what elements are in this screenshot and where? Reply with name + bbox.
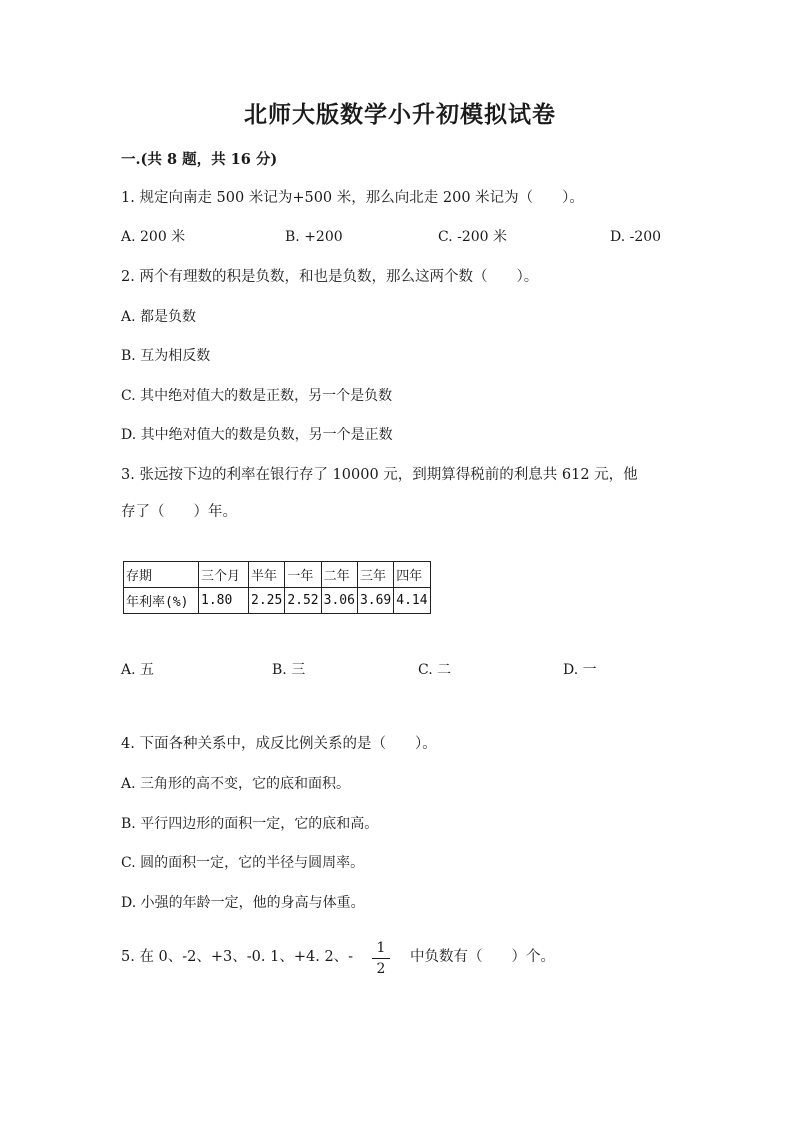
table-cell: 2.25: [249, 588, 285, 614]
table-row: [124, 588, 431, 614]
question-5-stem-before: 5. 在 0、-2、+3、-0. 1、+4. 2、-: [121, 949, 354, 965]
table-cell: 存期: [124, 562, 199, 588]
question-2-option-d: D. 其中绝对值大的数是负数，另一个是正数: [121, 427, 393, 443]
table-cell: 四年: [394, 562, 430, 588]
table-cell: 三年: [357, 562, 393, 588]
fraction-one-half: [372, 940, 390, 977]
table-cell: 1.80: [199, 588, 249, 614]
table-cell: 三个月: [199, 562, 249, 588]
table-cell: 半年: [249, 562, 285, 588]
question-2-option-a: A. 都是负数: [121, 309, 197, 325]
question-3-option-a: A. 五: [121, 662, 155, 678]
question-3-stem-line-2: 存了（ ）年。: [121, 504, 237, 520]
page-title: 北师大版数学小升初模拟试卷: [244, 101, 556, 128]
question-1-option-b: B. +200: [285, 229, 343, 245]
fraction-bar: [372, 958, 390, 959]
question-1-option-c: C. -200 米: [438, 229, 508, 245]
fraction-numerator: 1: [376, 940, 386, 956]
question-4-option-b: B. 平行四边形的面积一定，它的底和高。: [121, 816, 379, 832]
question-1-option-d: D. -200: [610, 229, 662, 245]
table-header-row: [124, 562, 431, 588]
question-3-option-d: D. 一: [563, 662, 597, 678]
question-4-option-a: A. 三角形的高不变，它的底和面积。: [121, 776, 351, 792]
question-1-stem: 1. 规定向南走 500 米记为+500 米，那么向北走 200 米记为（ ）。: [121, 190, 584, 206]
question-2-option-b: B. 互为相反数: [121, 348, 211, 364]
question-4-option-d: D. 小强的年龄一定，他的身高与体重。: [121, 895, 365, 911]
table-cell: 2.52: [285, 588, 321, 614]
question-4-stem: 4. 下面各种关系中，成反比例关系的是（ ）。: [121, 736, 437, 752]
fraction-denominator: 2: [376, 961, 386, 978]
question-1-option-a: A. 200 米: [121, 229, 186, 245]
interest-rate-table: [123, 561, 431, 614]
question-3-option-b: B. 三: [272, 662, 306, 678]
question-4-option-c: C. 圆的面积一定，它的半径与圆周率。: [121, 855, 365, 871]
table-cell: 一年: [285, 562, 321, 588]
question-3-option-c: C. 二: [418, 662, 452, 678]
table-cell: 3.06: [321, 588, 357, 614]
question-2-stem: 2. 两个有理数的积是负数，和也是负数，那么这两个数（ ）。: [121, 269, 539, 285]
question-5-stem-after: 中负数有（ ）个。: [410, 949, 555, 965]
table-cell: 年利率(%): [124, 588, 199, 614]
table-cell: 二年: [321, 562, 357, 588]
question-2-option-c: C. 其中绝对值大的数是正数，另一个是负数: [121, 388, 393, 404]
table-cell: 3.69: [357, 588, 393, 614]
section-heading: 一.(共 8 题，共 16 分): [121, 151, 278, 168]
table-cell: 4.14: [394, 588, 430, 614]
question-3-stem-line-1: 3. 张远按下边的利率在银行存了 10000 元，到期算得税前的利息共 612 元，他: [121, 467, 638, 483]
